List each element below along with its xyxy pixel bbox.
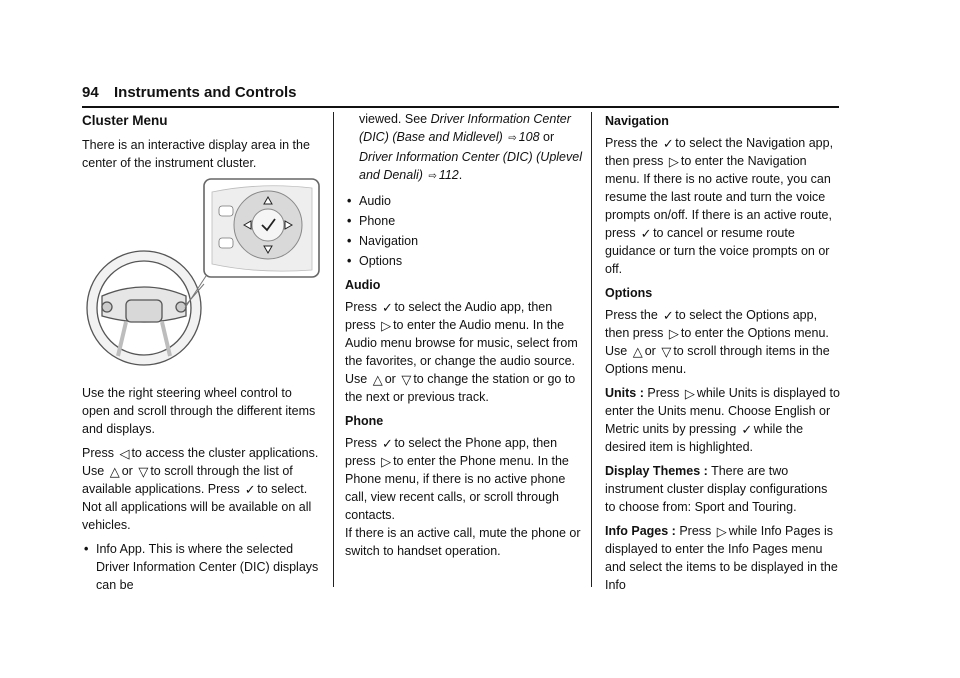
units-paragraph: [605, 384, 841, 456]
reference-link[interactable]: Driver Information Center (DIC) (Uplevel and Denali): [359, 150, 582, 182]
right-arrow-icon: ▷: [716, 525, 727, 540]
text: to enter the Options menu. Use: [605, 326, 829, 358]
text: or: [121, 464, 133, 478]
list-item: • Options: [345, 252, 583, 270]
text: Press: [647, 386, 680, 400]
list-item: • Info App. This is where the selected Driver Information Center (DIC) displays can be: [82, 540, 322, 594]
audio-paragraph: [345, 298, 583, 406]
column-2: [345, 108, 583, 566]
text: to change the station or go to the next or previous track.: [345, 372, 576, 404]
text: to enter the Phone menu. In the Phone menu, if there is no active phone call, view recent calls, or scroll through contacts.: [345, 454, 569, 522]
page-ref-icon: ⇨: [508, 133, 517, 144]
navigation-heading: Navigation: [605, 114, 669, 128]
check-icon: ✓: [244, 483, 256, 498]
text: viewed. See: [359, 112, 428, 126]
text: to enter the Navigation menu. If there is no active route, you can resume the last route and turn the voice prompts on/off. If there is an active route, press: [605, 154, 832, 240]
steering-wheel-figure: [82, 178, 322, 378]
text: while the desired item is highlighted.: [605, 422, 804, 454]
phone-paragraph: [345, 434, 583, 524]
text: to enter the Audio menu. In the Audio menu browse for music, select from the favorites, or change the audio source. Use: [345, 318, 578, 386]
display-themes-label: Display Themes :: [605, 464, 708, 478]
control-paragraph: Use the right steering wheel control to open and scroll through the different items and displays.: [82, 386, 316, 436]
text: Press the: [605, 136, 658, 150]
phone-heading: Phone: [345, 414, 384, 428]
text: to scroll through the list of available applications. Press: [82, 464, 293, 496]
down-arrow-icon: ▽: [401, 373, 412, 388]
info-pages-label: Info Pages :: [605, 524, 676, 538]
column-1: [82, 108, 322, 600]
page-ref[interactable]: 108: [518, 130, 540, 144]
text: to select. Not all applications will be available on all vehicles.: [82, 482, 312, 532]
phone-button-icon: [219, 238, 233, 248]
page-number: 94: [82, 84, 99, 101]
text: .: [458, 168, 463, 182]
column-divider-1: [333, 112, 334, 587]
text: to select the Phone app, then press: [345, 436, 558, 468]
info-app-list: [82, 540, 322, 594]
options-heading: Options: [605, 286, 653, 300]
control-pad-inset: [204, 179, 319, 277]
text: to cancel or resume route guidance or turn the voice prompts on or off.: [605, 226, 830, 276]
text: or: [543, 130, 555, 144]
text: Press the: [605, 308, 658, 322]
up-arrow-icon: △: [632, 345, 643, 360]
text: Press: [82, 446, 114, 460]
check-icon: ✓: [741, 423, 753, 438]
app-list: [345, 192, 583, 270]
column-3: [605, 108, 841, 600]
reference-link[interactable]: Driver Information Center (DIC) (Base and Midlevel): [359, 112, 571, 144]
right-arrow-icon: ▷: [668, 155, 679, 170]
list-item: • Phone: [345, 212, 583, 230]
text: Press: [345, 436, 377, 450]
phone-active-paragraph: If there is an active call, mute the phone or switch to handset operation.: [345, 526, 581, 558]
check-icon: ✓: [381, 301, 393, 316]
list-item: • Audio: [345, 192, 583, 210]
text: or: [644, 344, 656, 358]
check-icon: ✓: [662, 137, 674, 152]
press-paragraph: [82, 444, 322, 534]
text: while Units is displayed to enter the Units menu. Choose English or Metric units by pressing: [605, 386, 840, 436]
text: to select the Options app, then press: [605, 308, 818, 340]
back-arrow-icon: ◁: [119, 447, 130, 462]
text: while Info Pages is displayed to enter the Info Pages menu and select the items to be displayed in the Info: [605, 524, 838, 592]
page-ref-icon: ⇨: [428, 171, 437, 182]
units-label: Units :: [605, 386, 644, 400]
page-ref[interactable]: 112: [438, 168, 459, 182]
display-themes-paragraph: [605, 462, 841, 516]
right-arrow-icon: ▷: [668, 327, 679, 342]
voice-button-icon: [219, 206, 233, 216]
audio-heading: Audio: [345, 278, 381, 292]
down-arrow-icon: ▽: [138, 465, 149, 480]
intro-paragraph: There is an interactive display area in the center of the instrument cluster.: [82, 138, 310, 170]
check-icon: ✓: [640, 227, 652, 242]
up-arrow-icon: △: [372, 373, 383, 388]
right-arrow-icon: ▷: [381, 455, 392, 470]
info-pages-paragraph: [605, 522, 841, 594]
text: to scroll through items in the Options menu.: [605, 344, 830, 376]
check-icon: ✓: [381, 437, 393, 452]
text: to access the cluster applications.: [131, 446, 319, 460]
right-arrow-icon: ▷: [684, 387, 695, 402]
text: Press: [345, 300, 377, 314]
continued-paragraph: [345, 110, 583, 186]
list-item: • Navigation: [345, 232, 583, 250]
options-paragraph: [605, 306, 841, 378]
text: Press: [679, 524, 712, 538]
text: Use: [82, 464, 105, 478]
text: to select the Navigation app, then press: [605, 136, 834, 168]
text: There are two instrument cluster display configurations to choose from: Sport and Touring.: [605, 464, 828, 514]
check-icon: ✓: [662, 309, 674, 324]
up-arrow-icon: △: [109, 465, 120, 480]
down-arrow-icon: ▽: [661, 345, 672, 360]
right-arrow-icon: ▷: [381, 319, 392, 334]
section-title: Instruments and Controls: [114, 84, 297, 101]
text: or: [384, 372, 396, 386]
column-divider-2: [591, 112, 592, 587]
steering-wheel-icon: [87, 251, 201, 365]
cluster-menu-heading: Cluster Menu: [82, 113, 168, 128]
steering-wheel-illustration: [82, 178, 322, 378]
text: to select the Audio app, then press: [345, 300, 553, 332]
navigation-paragraph: [605, 134, 841, 278]
